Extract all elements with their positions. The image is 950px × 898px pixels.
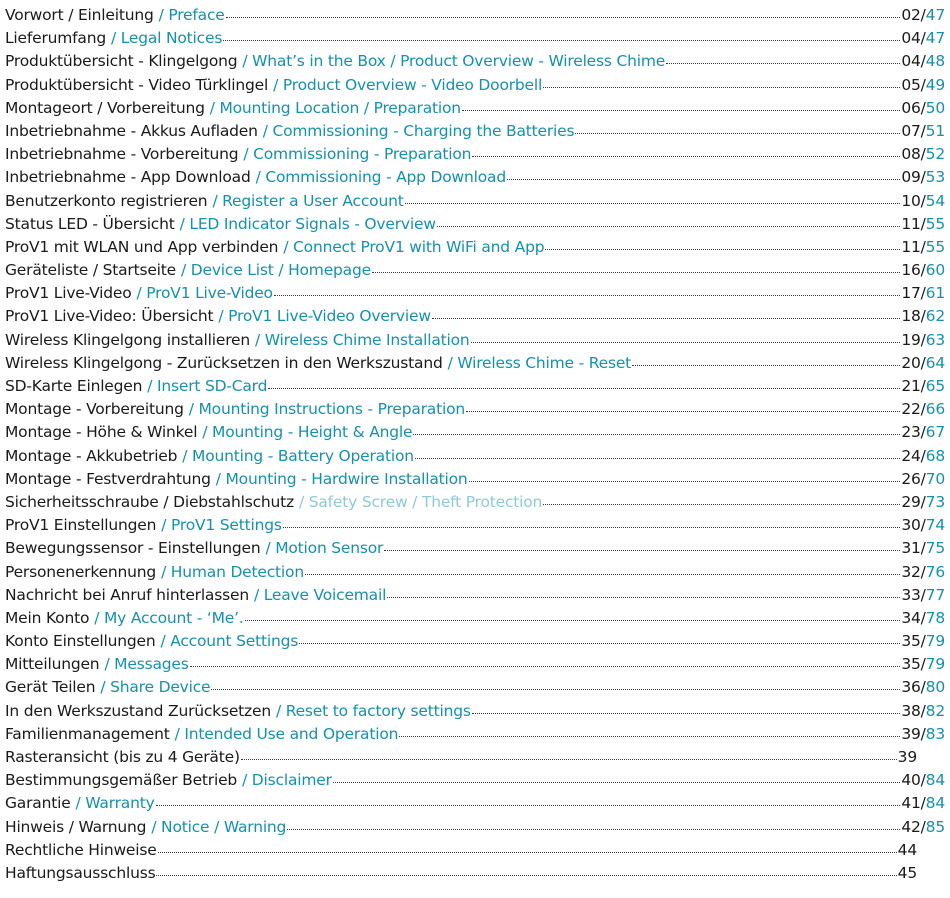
toc-title-english: / Wireless Chime Installation [255,330,470,349]
toc-entry[interactable] [5,423,945,446]
dot-leader [437,216,901,227]
page-number-english: 47 [925,6,945,24]
toc-entry[interactable] [5,632,945,655]
toc-title-german: Montage - Vorbereitung [5,400,184,419]
page-number-english: 74 [925,516,945,535]
dot-leader [190,656,901,667]
page-number-separator: / [920,214,926,233]
page-numbers [901,632,945,650]
toc-title-english: / Share Device [100,678,211,697]
dot-leader [432,308,901,319]
page-number-german: 09 [901,168,921,187]
page-number-english: 70 [925,469,945,488]
toc-title-german: Rechtliche Hinweise [5,840,157,859]
page-number-english: 51 [925,121,945,140]
page-number-german: 40 [901,771,921,790]
page-numbers [901,261,945,279]
page-number-separator: / [920,516,926,535]
page-number-separator: / [920,121,926,140]
toc-entry[interactable] [5,702,945,725]
toc-entry[interactable] [5,215,945,238]
toc-title-german: Familienmanagement [5,724,170,743]
page-numbers [901,99,945,117]
toc-entry[interactable] [5,354,945,377]
page-number-german: 19 [901,330,921,349]
toc-title-english: / Motion Sensor [265,539,384,558]
toc-title-german: Konto Einstellungen [5,632,156,651]
toc-title-english: / Register a User Account [212,191,404,210]
toc-entry[interactable] [5,864,945,887]
toc-title-english: / Mounting - Battery Operation [182,446,414,465]
page-number-separator: / [920,237,926,256]
toc-title-english: / What’s in the Box / Product Overview - Wireless Chime [242,52,666,71]
toc-title-german: Inbetriebnahme - Akkus Aufladen [5,121,258,140]
toc-entry[interactable] [5,76,945,99]
dot-leader [156,795,901,806]
toc-title-german: Sicherheitsschraube / Diebstahlschutz [5,492,294,511]
toc-title-german: Produktübersicht - Klingelgong [5,52,238,71]
toc-title-german: ProV1 mit WLAN und App verbinden [5,237,279,256]
toc-title-english: / Mounting - Height & Angle [202,423,413,442]
toc-entry[interactable] [5,516,945,539]
page-number-german: 34 [901,608,921,627]
page-number-english: 80 [925,678,945,697]
toc-title-german: Wireless Klingelgong - Zurücksetzen in den Werkszustand [5,353,443,372]
page-numbers [901,192,945,210]
page-number-separator: / [920,307,926,326]
toc-entry[interactable] [5,678,945,701]
page-number-separator: / [920,585,926,604]
toc-title-german: Geräteliste / Startseite [5,261,177,280]
dot-leader [545,239,900,250]
page-number-english: 83 [925,724,945,743]
dot-leader [283,517,901,528]
toc-entry[interactable] [5,470,945,493]
toc-title-german: Benutzerkonto registrieren [5,191,208,210]
page-numbers [901,447,945,465]
page-number-german: 11 [901,214,921,233]
toc-title-german: Hinweis / Warnung [5,817,147,836]
page-number-german: 22 [901,400,921,419]
dot-leader [405,193,901,204]
dot-leader [472,703,901,714]
page-number-separator: / [920,145,926,164]
page-number-separator: / [920,469,926,488]
page-number-separator: / [920,261,926,280]
dot-leader [472,146,900,157]
page-number-separator: / [920,678,926,697]
page-number-english: 47 [925,29,945,48]
toc-title-english: / Commissioning - Preparation [243,145,472,164]
dot-leader [666,53,900,64]
page-number-english: 76 [925,562,945,581]
toc-title-english: / Insert SD-Card [147,377,268,395]
toc-entry[interactable] [5,377,945,400]
toc-title-english: / Commissioning - App Download [255,168,506,187]
page-number-separator: / [920,562,926,581]
page-numbers [901,818,945,836]
toc-title-german: Montage - Festverdrahtung [5,469,211,488]
dot-leader [415,448,900,459]
page-number-german: 06 [901,98,921,117]
toc-title-german: Gerät Teilen [5,678,96,697]
toc-entry[interactable] [5,655,945,678]
dot-leader [223,30,900,41]
toc-title-english: / Intended Use and Operation [174,724,399,743]
page-number-english: 55 [925,237,945,256]
page-numbers [901,331,945,349]
toc-title-german: Personenerkennung [5,562,157,581]
page-number-english: 48 [925,52,945,71]
page-number-german: 21 [901,377,921,395]
page-number-separator: / [920,423,926,442]
page-numbers [901,470,945,488]
toc-entry[interactable] [5,563,945,586]
page-number-german: 41 [901,794,921,813]
toc-title-english: / ProV1 Live-Video Overview [218,307,431,326]
page-number-german: 20 [901,353,921,372]
page-number-separator: / [920,632,926,651]
page-numbers [901,29,945,47]
toc-entry[interactable] [5,447,945,470]
toc-title-german: Produktübersicht - Video Türklingel [5,75,269,94]
page-number-english: 75 [925,539,945,558]
page-number-english: 61 [925,284,945,303]
page-number-german: 02 [901,6,921,24]
dot-leader [158,842,897,853]
toc-title-english: / Account Settings [160,632,299,651]
dot-leader [466,401,900,412]
page-numbers [901,354,945,372]
dot-leader [226,7,901,18]
toc-entry[interactable] [5,29,945,52]
toc-title-german: Bewegungssensor - Einstellungen [5,539,261,558]
dot-leader [333,772,901,783]
page-numbers [901,145,945,163]
page-number-english: 49 [925,75,945,94]
page-number-english: 78 [925,608,945,627]
page-number-english: 84 [925,794,945,813]
page-number-english: 65 [925,377,945,395]
page-numbers [901,307,945,325]
page-number-separator: / [920,353,926,372]
toc-entry[interactable] [5,52,945,75]
toc-entry[interactable] [5,192,945,215]
page-number-german: 11 [901,237,921,256]
dot-leader [413,424,900,435]
page-numbers [901,52,945,70]
dot-leader [632,355,900,366]
toc-entry[interactable] [5,99,945,122]
toc-entry[interactable] [5,609,945,632]
page-number-english: 79 [925,655,945,674]
page-number-separator: / [920,492,926,511]
dot-leader [274,285,900,296]
toc-entry[interactable] [5,331,945,354]
toc-title-english: / Safety Screw / Theft Protection [298,492,543,511]
toc-title-english: / My Account - ‘Me’. [94,608,244,627]
toc-title-english: / Mounting - Hardwire Installation [215,469,468,488]
toc-title-english: / Messages [104,655,189,674]
page-numbers [901,284,945,302]
page-numbers [901,702,945,720]
page-number-german: 17 [901,284,921,303]
toc-entry[interactable] [5,748,945,771]
page-number-german: 32 [901,562,921,581]
toc-title-german: Montage - Höhe & Winkel [5,423,198,442]
dot-leader [471,332,901,343]
page-number-english: 66 [925,400,945,419]
page-number-separator: / [920,608,926,627]
page-number-german: 07 [901,121,921,140]
page-number-separator: / [920,377,926,395]
page-number-separator: / [920,655,926,674]
page-number-english: 82 [925,701,945,720]
page-numbers [901,609,945,627]
page-number-german: 44 [897,840,917,859]
page-number-separator: / [920,191,926,210]
page-number-german: 35 [901,632,921,651]
page-number-separator: / [920,75,926,94]
page-numbers [901,725,945,743]
page-number-german: 26 [901,469,921,488]
page-numbers [901,678,945,696]
page-number-separator: / [920,284,926,303]
page-numbers [901,215,945,233]
toc-entry[interactable] [5,725,945,748]
page-number-german: 38 [901,701,921,720]
toc-entry[interactable] [5,6,945,29]
toc-title-german: Garantie [5,794,71,813]
page-numbers [898,864,917,882]
page-number-german: 23 [901,423,921,442]
dot-leader [469,471,901,482]
dot-leader [211,679,900,690]
page-number-english: 62 [925,307,945,326]
toc-title-english: / LED Indicator Signals - Overview [179,214,436,233]
page-number-separator: / [920,168,926,187]
page-numbers [901,655,945,673]
toc-title-german: Wireless Klingelgong installieren [5,330,251,349]
dot-leader [543,494,900,505]
toc-entry[interactable] [5,145,945,168]
toc-title-german: Rasteransicht (bis zu 4 Geräte) [5,748,240,766]
page-number-german: 29 [901,492,921,511]
toc-title-english: / Product Overview - Video Doorbell [273,75,543,94]
page-numbers [901,238,945,256]
dot-leader [241,749,897,760]
page-number-german: 05 [901,75,921,94]
page-number-german: 08 [901,145,921,164]
dot-leader [156,865,896,876]
dot-leader [287,819,900,830]
page-number-english: 63 [925,330,945,349]
page-number-english: 50 [925,98,945,117]
page-number-german: 18 [901,307,921,326]
toc-title-german: ProV1 Einstellungen [5,516,157,535]
page-number-separator: / [920,817,926,836]
page-number-english: 60 [925,261,945,280]
page-numbers [901,168,945,186]
toc-title-english: / Reset to factory settings [275,701,471,720]
toc-entry[interactable] [5,586,945,609]
dot-leader [245,610,901,621]
page-numbers [901,400,945,418]
toc-entry[interactable] [5,794,945,817]
toc-title-german: Bestimmungsgemäßer Betrieb [5,771,238,790]
toc-title-german: ProV1 Live-Video [5,284,132,303]
page-number-english: 84 [925,771,945,790]
toc-entry[interactable] [5,307,945,330]
toc-entry[interactable] [5,122,945,145]
toc-title-german: Mitteilungen [5,655,100,674]
toc-entry[interactable] [5,261,945,284]
page-number-german: 35 [901,655,921,674]
toc-entry[interactable] [5,284,945,307]
toc-title-english: / Leave Voicemail [253,585,387,604]
toc-title-english: / Mounting Instructions - Preparation [188,400,465,419]
page-number-german: 45 [897,863,917,882]
toc-title-english: / Disclaimer [242,771,332,790]
toc-entry[interactable] [5,539,945,562]
page-numbers [901,6,945,24]
toc-title-english: / Warranty [75,794,155,813]
toc-entry[interactable] [5,841,945,864]
toc-title-english: / ProV1 Settings [161,516,282,535]
dot-leader [305,564,900,575]
toc-title-german: Inbetriebnahme - App Download [5,168,251,187]
page-numbers [901,563,945,581]
page-number-separator: / [920,701,926,720]
page-number-german: 30 [901,516,921,535]
page-number-separator: / [920,52,926,71]
toc-entry[interactable] [5,238,945,261]
page-number-german: 04 [901,52,921,71]
page-number-english: 68 [925,446,945,465]
toc-title-german: Inbetriebnahme - Vorbereitung [5,145,239,164]
page-number-separator: / [920,6,926,24]
toc-title-english: / Connect ProV1 with WiFi and App [283,237,545,256]
page-number-separator: / [920,446,926,465]
page-number-german: 39 [901,724,921,743]
dot-leader [462,100,900,111]
page-numbers [901,423,945,441]
toc-title-english: / Device List / Homepage [181,261,371,280]
table-of-contents [5,6,945,887]
page-numbers [901,586,945,604]
page-numbers [901,493,945,511]
page-numbers [901,122,945,140]
toc-entry[interactable] [5,168,945,191]
page-number-english: 77 [925,585,945,604]
page-number-english: 54 [925,191,945,210]
page-number-separator: / [920,724,926,743]
toc-title-german: ProV1 Live-Video: Übersicht [5,307,214,326]
dot-leader [575,123,900,134]
toc-title-english: / Notice / Warning [151,817,287,836]
page-number-german: 31 [901,539,921,558]
page-number-english: 52 [925,145,945,164]
toc-title-german: Haftungsausschluss [5,863,156,882]
page-numbers [898,841,917,859]
dot-leader [299,633,900,644]
page-number-german: 36 [901,678,921,697]
page-number-german: 16 [901,261,921,280]
toc-title-german: Montageort / Vorbereitung [5,98,205,117]
toc-title-german: In den Werkszustand Zurücksetzen [5,701,271,720]
toc-title-german: Nachricht bei Anruf hinterlassen [5,585,249,604]
dot-leader [384,540,900,551]
dot-leader [372,262,900,273]
toc-title-english: / Wireless Chime - Reset [447,353,632,372]
dot-leader [543,77,900,88]
page-number-german: 42 [901,817,921,836]
toc-entry[interactable] [5,400,945,423]
page-number-english: 64 [925,353,945,372]
toc-title-german: SD-Karte Einlegen [5,377,143,395]
toc-title-english: / Commissioning - Charging the Batteries [262,121,575,140]
page-number-separator: / [920,98,926,117]
dot-leader [387,587,900,598]
page-numbers [901,539,945,557]
toc-title-english: / Preface [158,6,225,24]
page-number-separator: / [920,539,926,558]
page-numbers [901,516,945,534]
page-number-english: 67 [925,423,945,442]
toc-title-german: Vorwort / Einleitung [5,6,154,24]
page-number-german: 39 [897,748,917,766]
page-number-english: 85 [925,817,945,836]
page-number-separator: / [920,330,926,349]
page-number-english: 79 [925,632,945,651]
page-number-separator: / [920,794,926,813]
toc-title-german: Status LED - Übersicht [5,214,175,233]
page-number-separator: / [920,400,926,419]
page-number-german: 04 [901,29,921,48]
toc-entry[interactable] [5,493,945,516]
toc-title-english: / ProV1 Live-Video [136,284,273,303]
page-numbers [898,748,917,766]
page-number-separator: / [920,29,926,48]
page-number-german: 24 [901,446,921,465]
toc-title-german: Montage - Akkubetrieb [5,446,178,465]
dot-leader [268,378,900,389]
page-number-german: 10 [901,191,921,210]
toc-entry[interactable] [5,818,945,841]
page-number-english: 73 [925,492,945,511]
dot-leader [399,726,900,737]
page-numbers [901,377,945,395]
dot-leader [507,169,900,180]
toc-title-english: / Mounting Location / Preparation [209,98,461,117]
toc-title-english: / Legal Notices [110,29,223,48]
toc-title-english: / Human Detection [161,562,304,581]
page-number-german: 33 [901,585,921,604]
page-number-english: 55 [925,214,945,233]
page-numbers [901,794,945,812]
toc-entry[interactable] [5,771,945,794]
page-number-english: 53 [925,168,945,187]
page-numbers [901,76,945,94]
toc-title-german: Mein Konto [5,608,90,627]
page-numbers [901,771,945,789]
toc-title-german: Lieferumfang [5,29,106,48]
page-number-separator: / [920,771,926,790]
